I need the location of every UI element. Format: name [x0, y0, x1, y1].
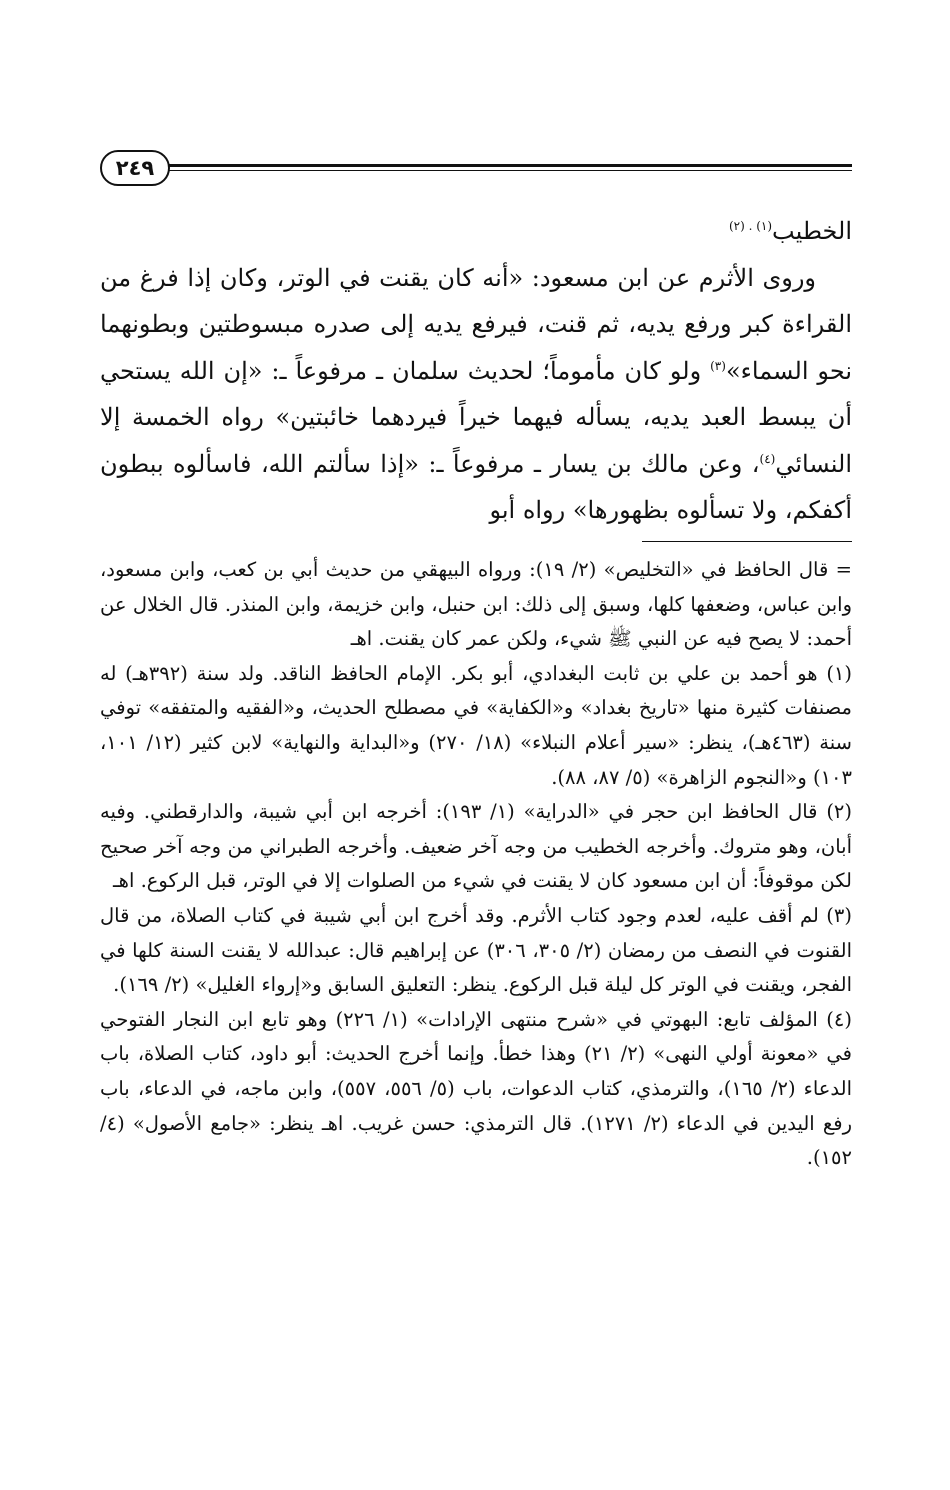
main-text: [100, 208, 852, 534]
footnote-number: (٣): [826, 903, 852, 927]
footnote-continuation: = قال الحافظ في «التخليص» (٢/ ١٩): ورواه البيهقي من حديث أبي بن كعب، وابن مسعود، وابن عباس، وضعفها كلها، وسبق إلى ذلك: ابن حنبل، وابن خزيمة، وابن المنذر. قال الخلال عن أحمد: لا يصح فيه عن النبي ﷺ شيء، ولكن عمر كان يقنت. اهـ: [100, 558, 852, 651]
footnotes-section: [100, 553, 852, 1176]
page-number: ٢٤٩: [100, 150, 170, 186]
main-first-word: الخطيب: [772, 217, 852, 245]
footnote-4: [100, 1003, 852, 1176]
footnote-text: قال الحافظ ابن حجر في «الدراية» (١/ ١٩٣): أخرجه ابن أبي شيبة، والدارقطني. وفيه أبان، وهو متروك. وأخرجه الخطيب من وجه آخر ضعيف. وأخرجه الطبراني من وجه آخر صحيح لكن موقوفاً: أن ابن مسعود كان لا يقنت في شيء من الصلوات إلا في الوتر، قبل الركوع. اهـ: [100, 800, 852, 893]
main-paragraph-part2: ولو كان مأموماً؛ لحديث سلمان ـ مرفوعاً ـ: «إن الله يستحي أن يبسط العبد يديه، يسأله فيهما خيراً فيردهما خائبتين» رواه الخمسة إلا النسائي: [100, 356, 852, 478]
footnote-3: [100, 899, 852, 1003]
footnote-ref-4: (٤): [759, 451, 776, 466]
main-paragraph-part1: وروى الأثرم عن ابن مسعود: «أنه كان يقنت في الوتر، وكان إذا فرغ من القراءة كبر ورفع يديه، ثم قنت، فيرفع يديه إلى صدره مبسوطتين وبطونهما نحو السماء»: [100, 263, 852, 385]
footnote-number: (٢): [826, 800, 853, 824]
header-rule-thin: [160, 170, 852, 171]
footnote-number: (٤): [826, 1007, 852, 1031]
main-line-first: [100, 208, 852, 255]
footnote-refs-1-2: (١) . (٢): [728, 219, 773, 233]
main-paragraph: [100, 255, 852, 534]
header-rule-thick: [160, 164, 852, 167]
footnote-number: (١): [826, 661, 853, 685]
footnote-2: [100, 795, 852, 899]
page-header: [100, 150, 852, 190]
footnote-ref-3: (٣): [710, 358, 726, 373]
footnote-text: لم أقف عليه، لعدم وجود كتاب الأثرم. وقد أخرج ابن أبي شيبة في كتاب الصلاة، من قال القنوت في النصف من رمضان (٢/ ٣٠٥، ٣٠٦) عن إبراهيم قال: عبدالله لا يقنت السنة كلها في الفجر، ويقنت في الوتر كل ليلة قبل الركوع. ينظر: التعليق السابق و«إرواء الغليل» (٢/ ١٦٩).: [100, 903, 852, 997]
footnote-text: المؤلف تابع: البهوتي في «شرح منتهى الإرادات» (١/ ٢٢٦) وهو تابع ابن النجار الفتوحي في «معونة أولي النهى» (٢/ ٢١) وهذا خطأ. وإنما أخرج الحديث: أبو داود، كتاب الصلاة، باب الدعاء (٢/ ١٦٥)، والترمذي، كتاب الدعوات، باب (٥/ ٥٥٦، ٥٥٧)، وابن ماجه، في الدعاء، باب رفع اليدين في الدعاء (٢/ ١٢٧١). قال الترمذي: حسن غريب. اهـ ينظر: «جامع الأصول» (٤/ ١٥٢).: [100, 1007, 852, 1170]
footnote-text: هو أحمد بن علي بن ثابت البغدادي، أبو بكر. الإمام الحافظ الناقد. ولد سنة (٣٩٢هـ) له مصنفات كثيرة منها «تاريخ بغداد» و«الكفاية» في مصطلح الحديث، و«الفقيه والمتفقه» توفي سنة (٤٦٣هـ)، ينظر: «سير أعلام النبلاء» (١٨/ ٢٧٠) و«البداية والنهاية» لابن كثير (١٢/ ١٠١، ١٠٣) و«النجوم الزاهرة» (٥/ ٨٧، ٨٨).: [100, 661, 852, 789]
footnote-1: [100, 657, 852, 795]
main-paragraph-part3: ، وعن مالك بن يسار ـ مرفوعاً ـ: «إذا سألتم الله، فاسألوه ببطون أكفكم، ولا تسألوه بظهورها» رواه أبو: [100, 449, 852, 524]
footnote-separator: [642, 541, 852, 542]
